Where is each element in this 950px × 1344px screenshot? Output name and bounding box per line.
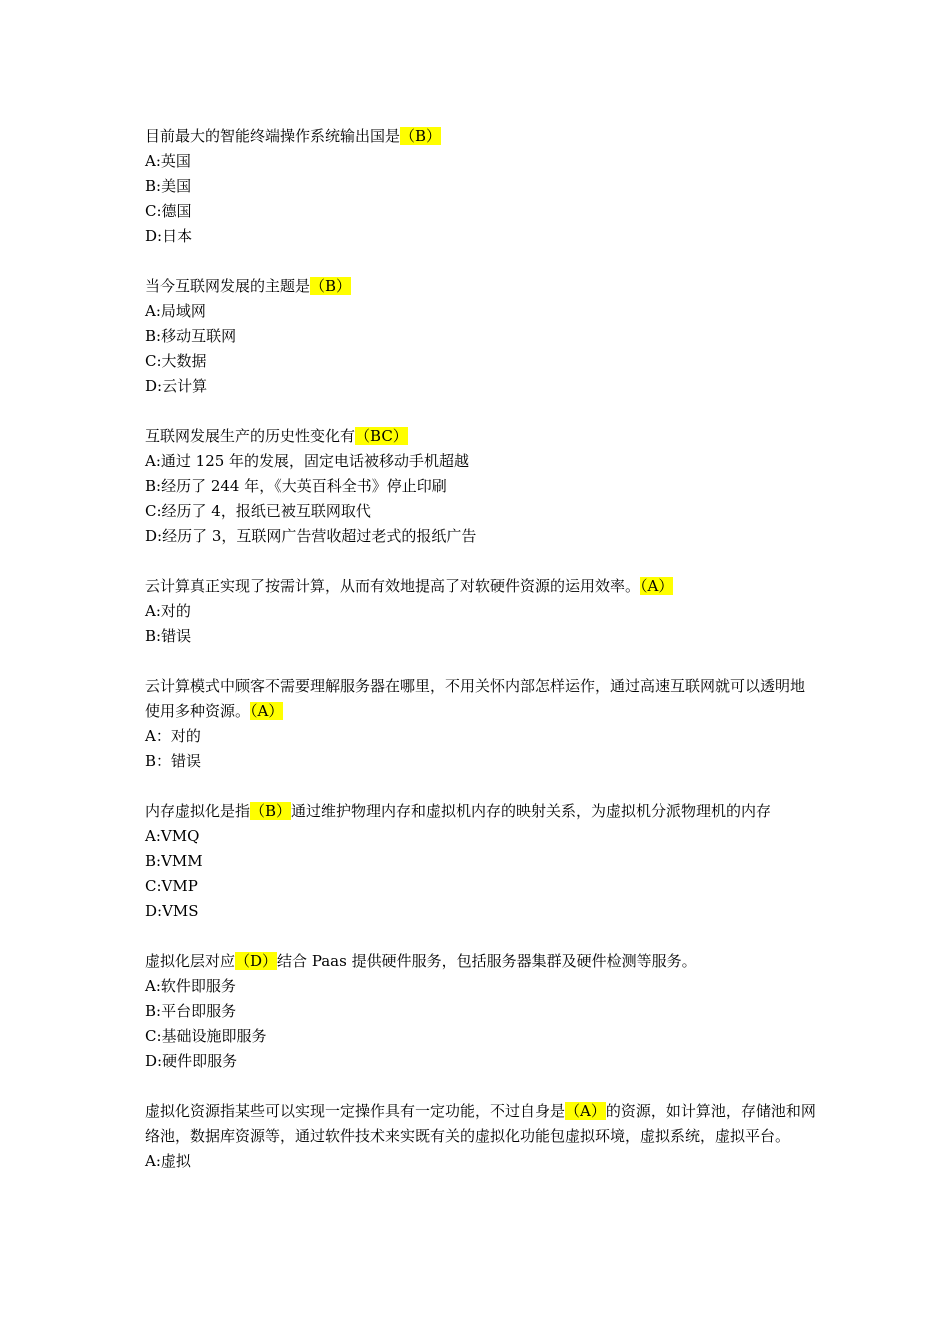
question-text: 目前最大的智能终端操作系统输出国是 [145,127,401,145]
question-stem [145,574,817,599]
question-text-continued: 通过维护物理内存和虚拟机内存的映射关系，为虚拟机分派物理机的内存 [291,802,772,820]
answer-option: A：对的 [145,727,201,745]
answer-highlight: （BC） [355,427,408,445]
question-block [145,124,817,249]
question-stem [145,949,817,974]
question-block [145,274,817,399]
answer-highlight: （B） [310,277,352,295]
answer-option: A:VMQ [145,827,200,845]
question-text: 当今互联网发展的主题是 [145,277,311,295]
question-text: 互联网发展生产的历史性变化有 [145,427,356,445]
answer-option: C:经历了 4，报纸已被互联网取代 [145,502,371,520]
answer-highlight: （D） [235,952,278,970]
answer-option: B:美国 [145,177,192,195]
answer-option: B:平台即服务 [145,1002,237,1020]
answer-option: A:对的 [145,602,191,620]
question-stem [145,1099,817,1149]
question-text-continued: 的资源，如计算池，存储池和网络池，数据库资源等，通过软件技术来实既有关的虚拟化功能包虚拟环境，虚拟系统，虚拟平台。 [145,1102,816,1145]
answer-option: B:VMM [145,852,203,870]
answer-option: A:软件即服务 [145,977,236,995]
question-stem [145,674,817,724]
question-text: 云计算模式中顾客不需要理解服务器在哪里，不用关怀内部怎样运作，通过高速互联网就可以透明地使用多种资源。 [145,677,806,720]
answer-option: C:基础设施即服务 [145,1027,267,1045]
question-block [145,424,817,549]
question-list [145,124,817,1199]
question-block [145,949,817,1074]
answer-option: B:错误 [145,627,192,645]
question-text: 云计算真正实现了按需计算，从而有效地提高了对软硬件资源的运用效率。 [145,577,641,595]
answer-option: D:硬件即服务 [145,1052,238,1070]
answer-option: C:德国 [145,202,192,220]
question-stem [145,274,817,299]
answer-option: D:云计算 [145,377,208,395]
question-block [145,799,817,924]
question-text: 虚拟化资源指某些可以实现一定操作具有一定功能，不过自身是 [145,1102,566,1120]
question-text: 内存虚拟化是指 [145,802,251,820]
question-text: 虚拟化层对应 [145,952,236,970]
question-stem [145,124,817,149]
answer-option: B:移动互联网 [145,327,237,345]
answer-highlight: （A） [640,577,674,595]
question-block [145,1099,817,1174]
answer-option: D:经历了 3，互联网广告营收超过老式的报纸广告 [145,527,477,545]
question-block [145,674,817,774]
answer-option: B：错误 [145,752,202,770]
answer-highlight: （B） [250,802,292,820]
answer-option: A:通过 125 年的发展，固定电话被移动手机超越 [145,452,470,470]
answer-highlight: （B） [400,127,442,145]
answer-option: C:大数据 [145,352,207,370]
answer-option: A:英国 [145,152,191,170]
answer-highlight: （A） [565,1102,606,1120]
answer-option: A:虚拟 [145,1152,191,1170]
answer-option: C:VMP [145,877,198,895]
question-block [145,574,817,649]
answer-option: D:日本 [145,227,193,245]
question-text-continued: 结合 Paas 提供硬件服务，包括服务器集群及硬件检测等服务。 [277,952,697,970]
answer-highlight: （A） [250,702,284,720]
answer-option: D:VMS [145,902,199,920]
answer-option: B:经历了 244 年，《大英百科全书》停止印刷 [145,477,447,495]
question-stem [145,424,817,449]
question-stem [145,799,817,824]
answer-option: A:局域网 [145,302,206,320]
